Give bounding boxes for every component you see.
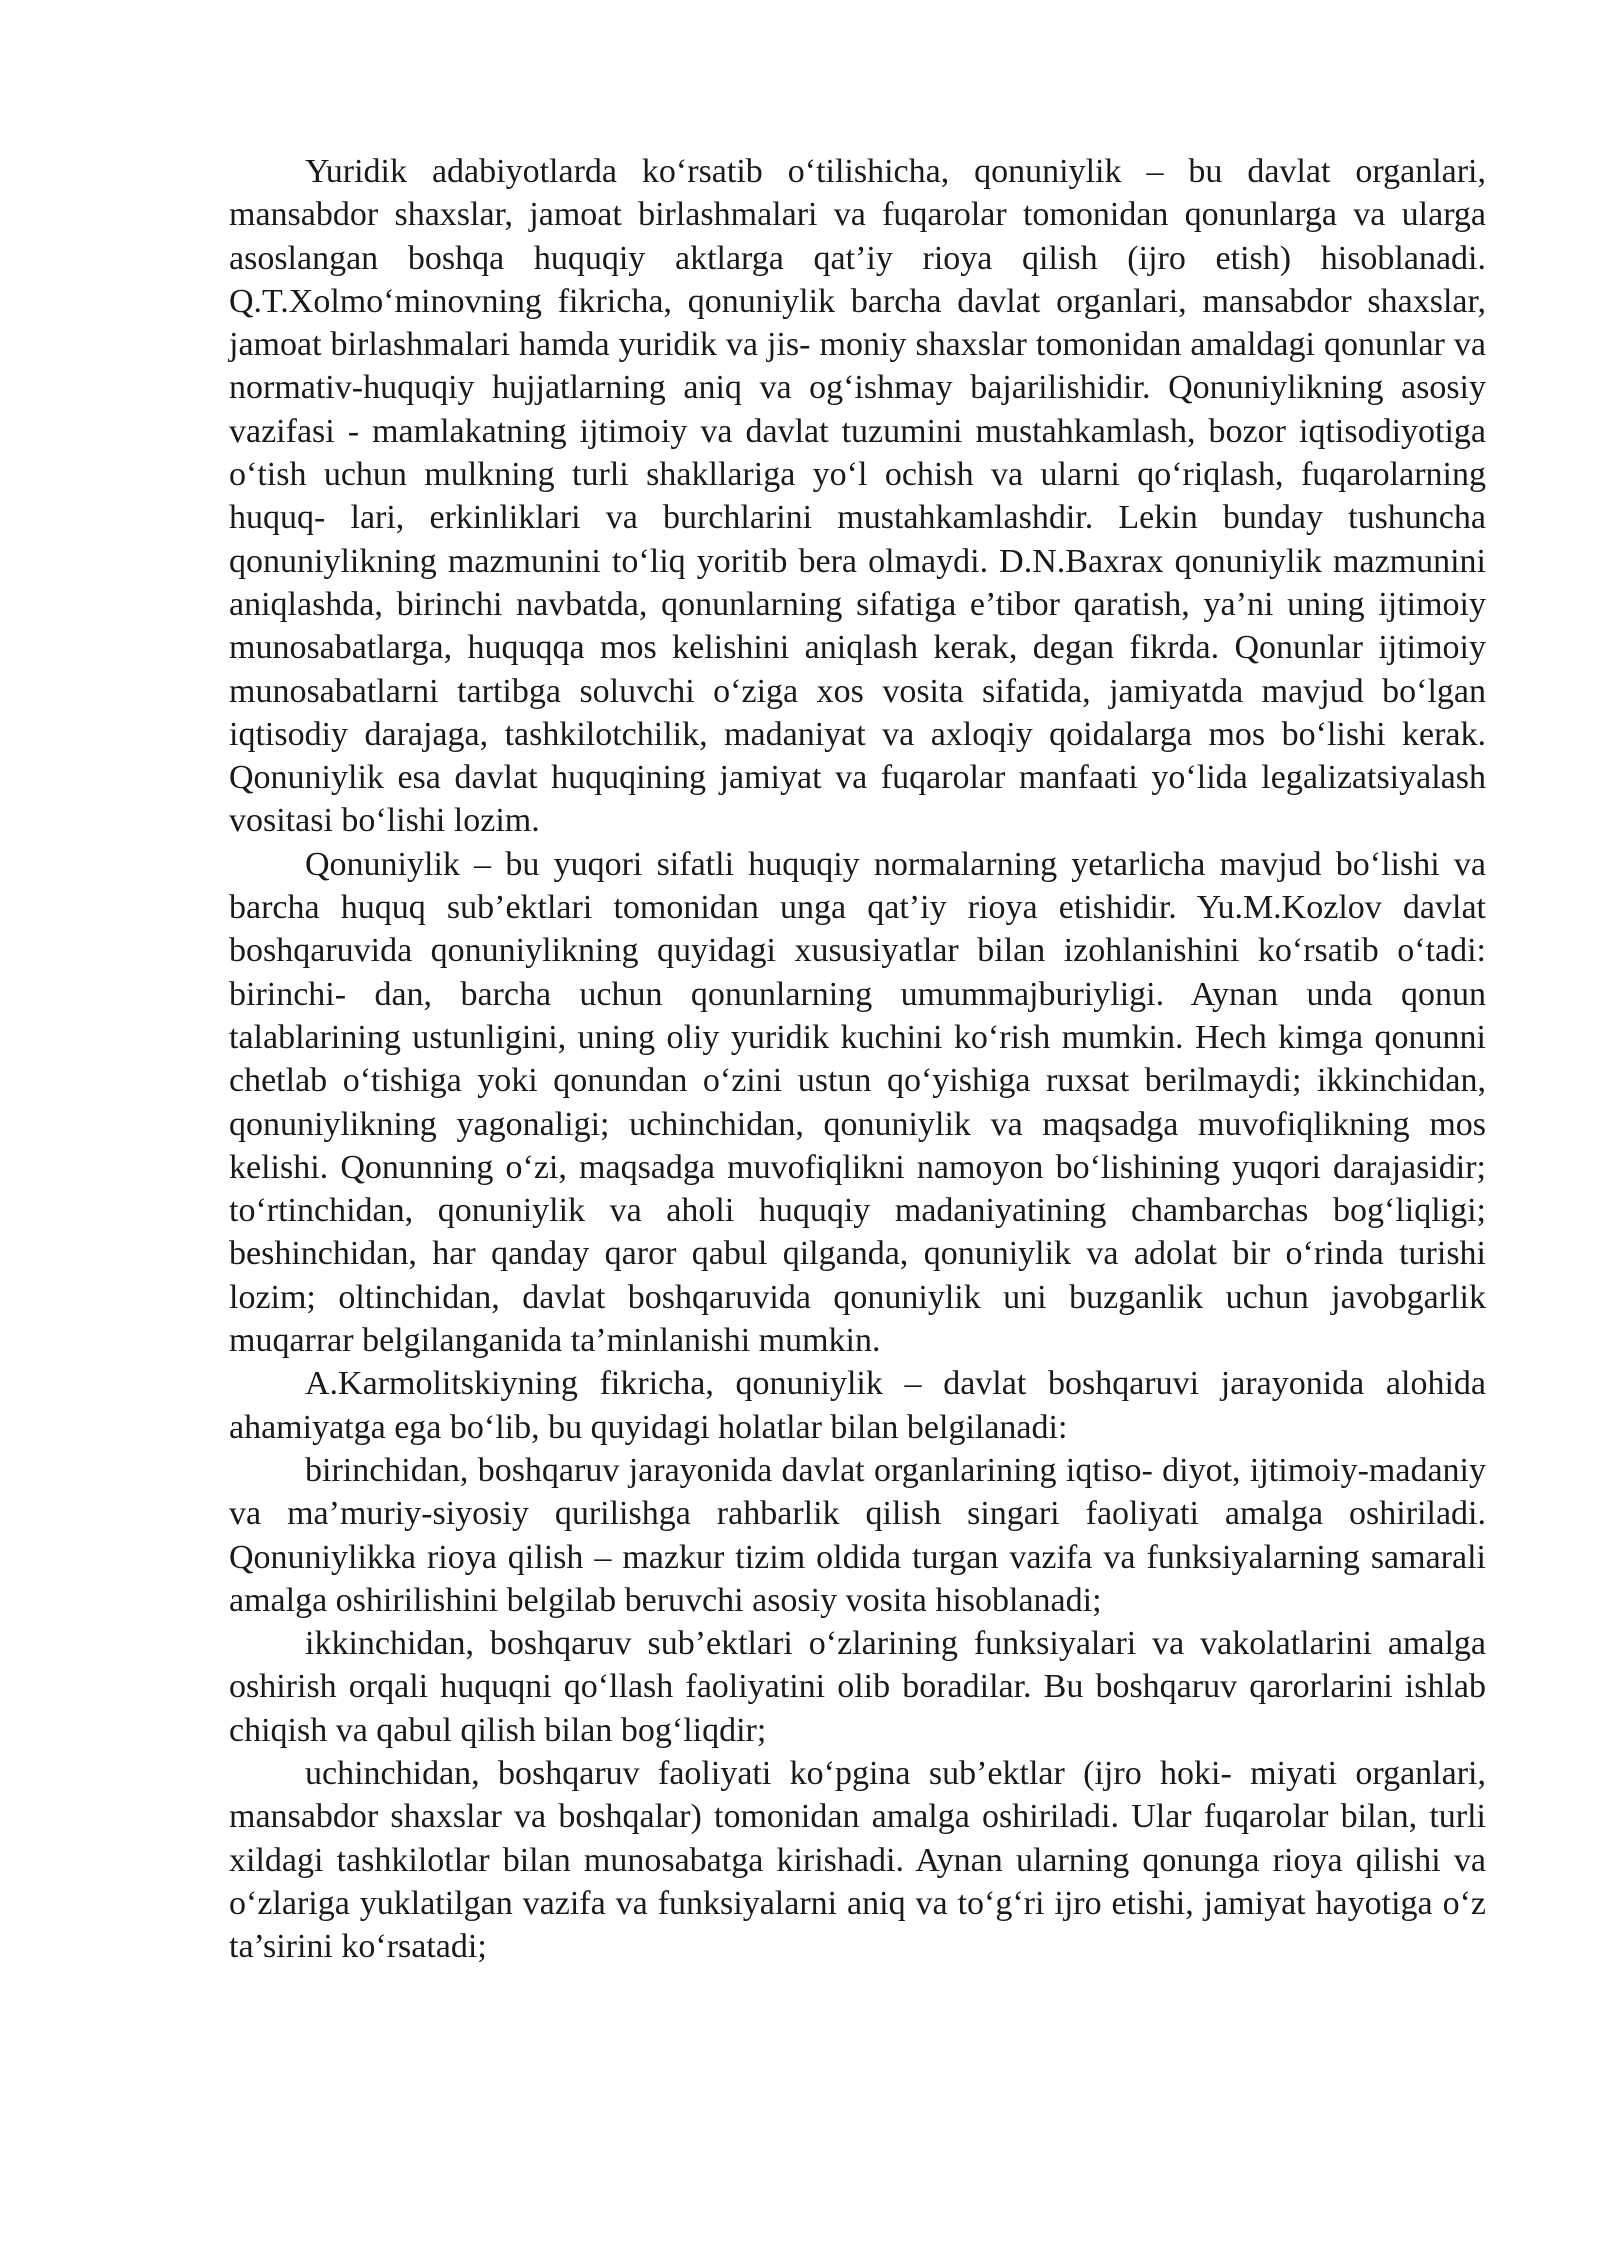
paragraph-kozlov-features: Qonuniylik – bu yuqori sifatli huquqiy normalarning yetarlicha mavjud bo‘lishi va barcha huquq sub’ektlari tomonidan unga qat’iy rioya etishidir. Yu.M.Kozlov davlat boshqaruvida qonuniylikning quyidagi xususiyatlar bilan izohlanishini ko‘rsatib o‘tadi: birinchi- dan, barcha uchun qonunlarning umummajburiyligi. Aynan unda qonun talablarining ustunligini, uning oliy yuridik kuchini ko‘rish mumkin. Hech kimga qonunni chetlab o‘tishiga yoki qonundan o‘zini ustun qo‘yishiga ruxsat berilmaydi; ikkinchidan, qonuniylikning yagonaligi; uchinchidan, qonuniylik va maqsadga muvofiqlikning mos kelishi. Qonunning o‘zi, maqsadga muvofiqlikni namoyon bo‘lishining yuqori darajasidir; to‘rtinchidan, qonuniylik va aholi huquqiy madaniyatining chambarchas bog‘liqligi; beshinchidan, har qanday qaror qabul qilganda, qonuniylik va adolat bir o‘rinda turishi lozim; oltinchidan, davlat boshqaruvida qonuniylik uni buzganlik uchun javobgarlik muqarrar belgilanganida ta’minlanishi mumkin. <box>229 845 1486 1360</box>
paragraph-second-point: ikkinchidan, boshqaruv sub’ektlari o‘zlarining funksiyalari va vakolatlarini amalga oshirish orqali huquqni qo‘llash faoliyatini olib boradilar. Bu boshqaruv qarorlarini ishlab chiqish va qabul qilish bilan bog‘liqdir; <box>229 1625 1486 1749</box>
document-page <box>229 150 1486 1968</box>
paragraph-first-point: birinchidan, boshqaruv jarayonida davlat organlarining iqtiso- diyot, ijtimoiy-madaniy va ma’muriy-siyosiy qurilishga rahbarlik qilish singari faoliyati amalga oshiriladi. Qonuniylikka rioya qilish – mazkur tizim oldida turgan vazifa va funksiyalarning samarali amalga oshirilishini belgilab beruvchi asosiy vosita hisoblanadi; <box>229 1451 1486 1619</box>
paragraph-third-point: uchinchidan, boshqaruv faoliyati ko‘pgina sub’ektlar (ijro hoki- miyati organlari, mansabdor shaxslar va boshqalar) tomonidan amalga oshiriladi. Ular fuqarolar bilan, turli xildagi tashkilotlar bilan munosabatga kirishadi. Aynan ularning qonunga rioya qilishi va o‘zlariga yuklatilgan vazifa va funksiyalarni aniq va to‘g‘ri ijro etishi, jamiyat hayotiga o‘z ta’sirini ko‘rsatadi; <box>229 1754 1486 1966</box>
paragraph-legality-definitions: Yuridik adabiyotlarda ko‘rsatib o‘tilishicha, qonuniylik – bu davlat organlari, mansabdor shaxslar, jamoat birlashmalari va fuqarolar tomonidan qonunlarga va ularga asoslangan boshqa huquqiy aktlarga qat’iy rioya qilish (ijro etish) hisoblanadi. Q.T.Xolmo‘minovning fikricha, qonuniylik barcha davlat organlari, mansabdor shaxslar, jamoat birlashmalari hamda yuridik va jis- moniy shaxslar tomonidan amaldagi qonunlar va normativ-huquqiy hujjatlarning aniq va og‘ishmay bajarilishidir. Qonuniylikning asosiy vazifasi - mamlakatning ijtimoiy va davlat tuzumini mustahkamlash, bozor iqtisodiyotiga o‘tish uchun mulkning turli shakllariga yo‘l ochish va ularni qo‘riqlash, fuqarolarning huquq- lari, erkinliklari va burchlarini mustahkamlashdir. Lekin bunday tushuncha qonuniylikning mazmunini to‘liq yoritib bera olmaydi. D.N.Baxrax qonuniylik mazmunini aniqlashda, birinchi navbatda, qonunlarning sifatiga e’tibor qaratish, ya’ni uning ijtimoiy munosabatlarga, huquqqa mos kelishini aniqlash kerak, degan fikrda. Qonunlar ijtimoiy munosabatlarni tartibga soluvchi o‘ziga xos vosita sifatida, jamiyatda mavjud bo‘lgan iqtisodiy darajaga, tashkilotchilik, madaniyat va axloqiy qoidalarga mos bo‘lishi kerak. Qonuniylik esa davlat huquqining jamiyat va fuqarolar manfaati yo‘lida legalizatsiyalash vositasi bo‘lishi lozim. <box>229 153 1486 840</box>
paragraph-karmolitskiy-intro: A.Karmolitskiyning fikricha, qonuniylik – davlat boshqaruvi jarayonida alohida ahamiyatga ega bo‘lib, bu quyidagi holatlar bilan belgilanadi: <box>229 1365 1486 1446</box>
